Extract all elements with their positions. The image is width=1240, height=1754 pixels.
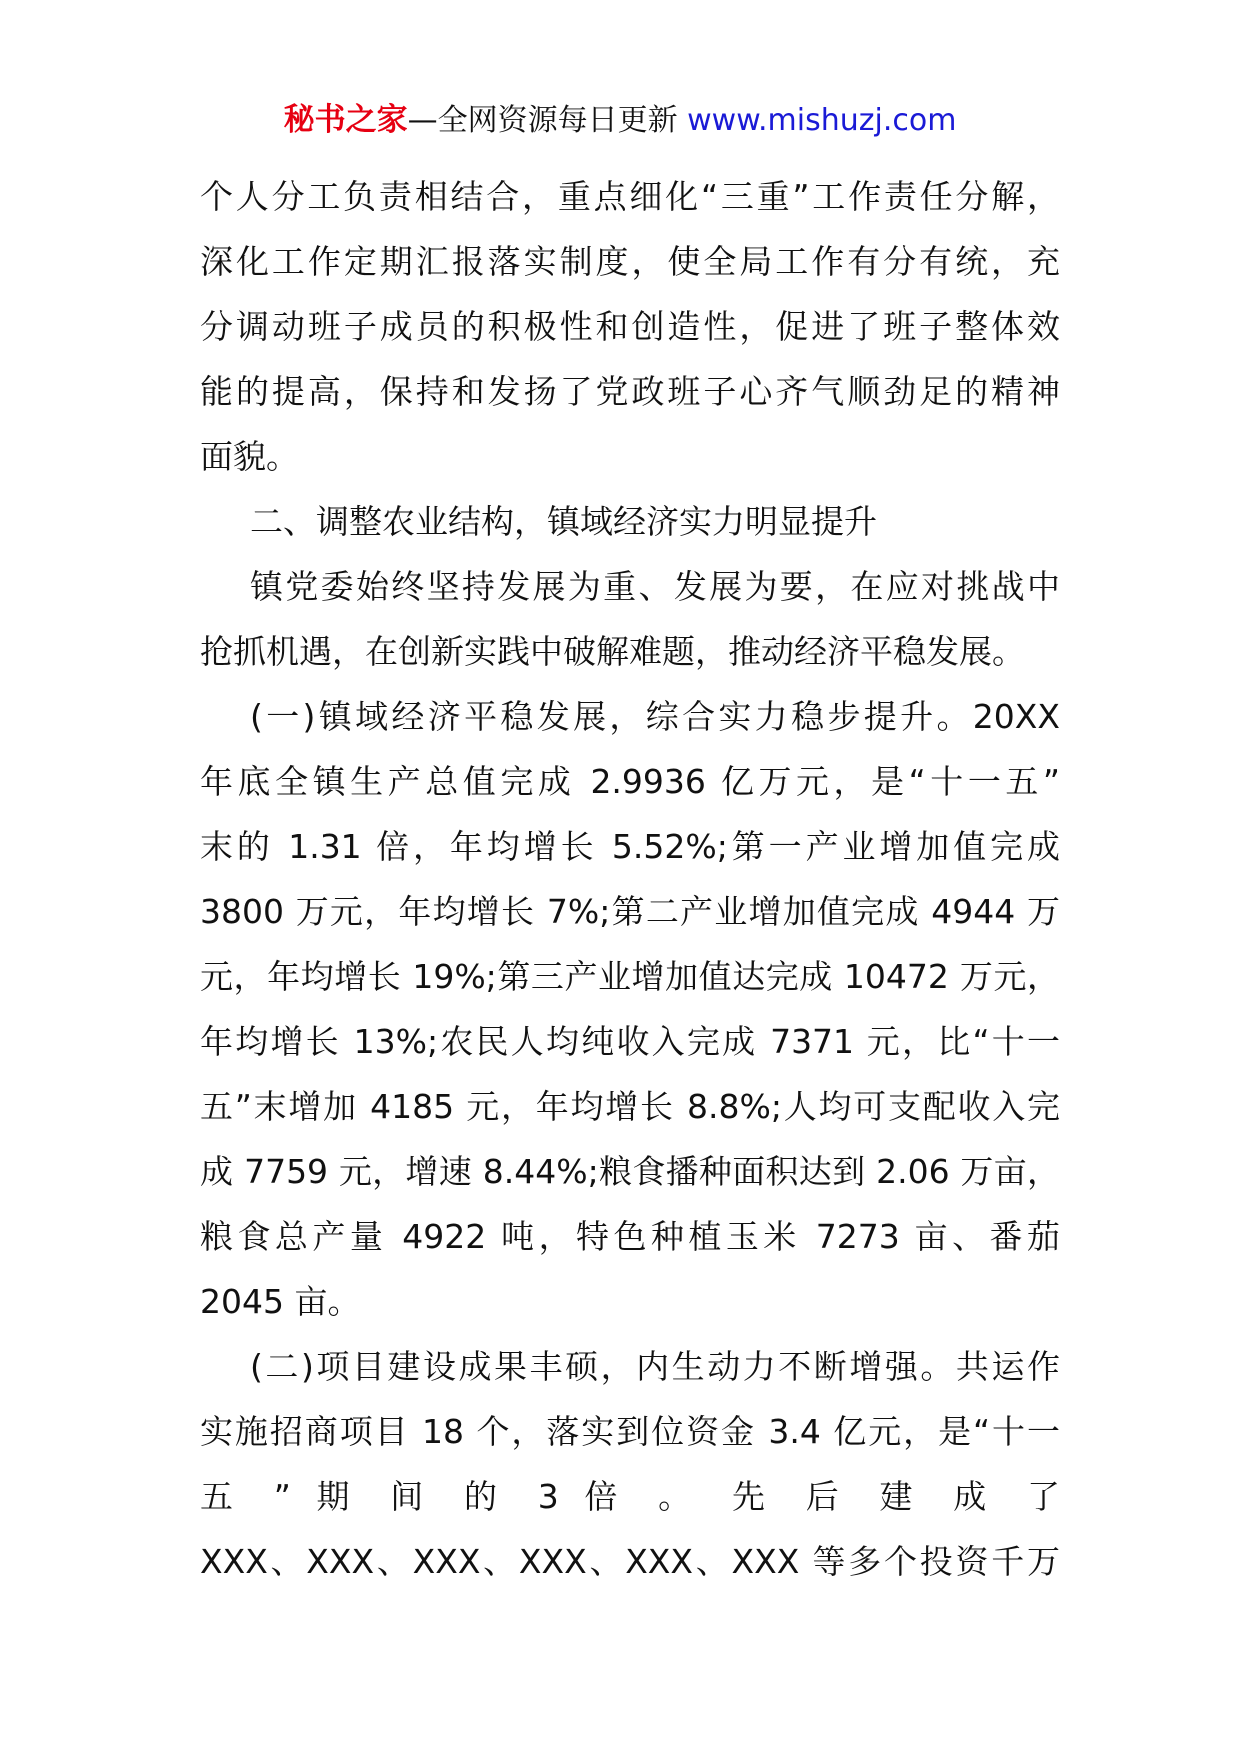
text-line: 末的 1.31 倍，年均增长 5.52%;第一产业增加值完成 (200, 827, 1060, 866)
text-line: 分调动班子成员的积极性和创造性，促进了班子整体效 (200, 307, 1060, 346)
brand-name: 秘书之家 (283, 102, 408, 138)
text-line: 成 7759 元，增速 8.44%;粮食播种面积达到 2.06 万亩， (200, 1152, 1060, 1191)
text-line: 年底全镇生产总值完成 2.9936 亿万元，是“十一五” (200, 762, 1060, 801)
text-line: 五 ” 期 间 的 3 倍 。 先 后 建 成 了 (200, 1477, 1060, 1516)
text-line: 年均增长 13%;农民人均纯收入完成 7371 元，比“十一 (200, 1022, 1060, 1061)
text-line: 五”末增加 4185 元，年均增长 8.8%;人均可支配收入完 (200, 1087, 1060, 1126)
text-line: 粮食总产量 4922 吨，特色种植玉米 7273 亩、番茄 (200, 1217, 1060, 1256)
paragraph-first-line: (二)项目建设成果丰硕，内生动力不断增强。共运作 (250, 1347, 1060, 1386)
section-heading: 二、调整农业结构，镇域经济实力明显提升 (250, 502, 877, 541)
text-line: 实施招商项目 18 个，落实到位资金 3.4 亿元，是“十一 (200, 1412, 1060, 1451)
text-line: 深化工作定期汇报落实制度，使全局工作有分有统，充 (200, 242, 1060, 281)
text-line: 个人分工负责相结合，重点细化“三重”工作责任分解， (200, 177, 1060, 216)
text-line: 面貌。 (200, 437, 299, 476)
paragraph-first-line: (一)镇域经济平稳发展，综合实力稳步提升。20XX (250, 697, 1060, 736)
site-url-link[interactable]: www.mishuzj.com (687, 103, 957, 138)
header-tagline: —全网资源每日更新 (407, 103, 678, 138)
text-line: 能的提高，保持和发扬了党政班子心齐气顺劲足的精神 (200, 372, 1060, 411)
text-line: 3800 万元，年均增长 7%;第二产业增加值完成 4944 万 (200, 892, 1060, 931)
paragraph-first-line: 镇党委始终坚持发展为重、发展为要，在应对挑战中 (250, 567, 1060, 606)
text-line: 抢抓机遇，在创新实践中破解难题，推动经济平稳发展。 (200, 632, 1025, 671)
text-line: 2045 亩。 (200, 1282, 361, 1321)
text-line: XXX、XXX、XXX、XXX、XXX、XXX 等多个投资千万 (200, 1542, 1060, 1581)
text-line: 元，年均增长 19%;第三产业增加值达完成 10472 万元， (200, 957, 1060, 996)
page-header (0, 100, 1240, 141)
document-body (200, 164, 1060, 1594)
